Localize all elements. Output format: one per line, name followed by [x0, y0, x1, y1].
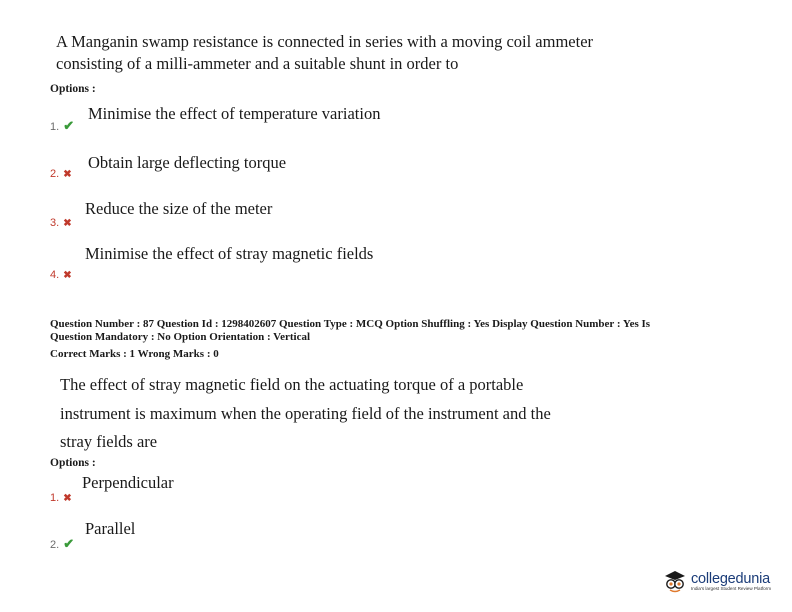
question-1-text — [56, 31, 593, 75]
option-text: Parallel — [85, 519, 136, 538]
option-number: 1. — [50, 121, 60, 133]
question-2-line-3: stray fields are — [60, 432, 158, 451]
check-icon: ✔ — [63, 118, 75, 133]
question-2-text — [60, 371, 598, 457]
cross-icon: ✖ — [63, 493, 72, 504]
question-1-line-1: A Manganin swamp resistance is connected in series with a moving coil ammeter — [56, 32, 594, 51]
option-marker — [50, 488, 72, 506]
option-text: Minimise the effect of stray magnetic fields — [85, 244, 374, 263]
option-text: Perpendicular — [82, 473, 174, 492]
cross-icon: ✖ — [63, 218, 72, 229]
logo-tagline: India's largest Student Review Platform — [691, 586, 772, 591]
question-1-line-2: consisting of a milli-ammeter and a suitable shunt in order to — [56, 54, 459, 73]
option-text: Obtain large deflecting torque — [88, 153, 287, 172]
check-icon: ✔ — [63, 536, 75, 551]
option-marker — [50, 535, 74, 553]
option-number: 3. — [50, 217, 60, 229]
question-meta-line-1: Question Number : 87 Question Id : 1298402607 Question Type : MCQ Option Shuffling : Yes Display Question Number : Yes Is — [50, 318, 651, 330]
marks-info: Correct Marks : 1 Wrong Marks : 0 — [50, 348, 219, 360]
option-marker — [50, 265, 72, 283]
option-marker — [50, 213, 72, 231]
collegedunia-logo — [662, 568, 771, 594]
option-text: Minimise the effect of temperature variation — [88, 104, 381, 123]
option-marker — [50, 117, 74, 135]
option-number: 4. — [50, 269, 60, 281]
cross-icon: ✖ — [63, 270, 72, 281]
options-label: Options : — [50, 83, 96, 95]
option-number: 1. — [50, 492, 60, 504]
question-2-line-1: The effect of stray magnetic field on the actuating torque of a portable — [60, 375, 524, 394]
cross-icon: ✖ — [63, 169, 72, 180]
question-2-line-2: instrument is maximum when the operating field of the instrument and the — [60, 403, 551, 423]
option-text: Reduce the size of the meter — [85, 199, 273, 218]
option-number: 2. — [50, 539, 60, 551]
question-meta-line-2: Question Mandatory : No Option Orientation : Vertical — [50, 331, 311, 343]
option-marker — [50, 164, 72, 182]
options-label: Options : — [50, 457, 96, 469]
option-number: 2. — [50, 168, 60, 180]
question-meta — [50, 318, 650, 361]
logo-mascot-icon — [662, 568, 688, 594]
logo-name: collegedunia — [691, 571, 771, 587]
